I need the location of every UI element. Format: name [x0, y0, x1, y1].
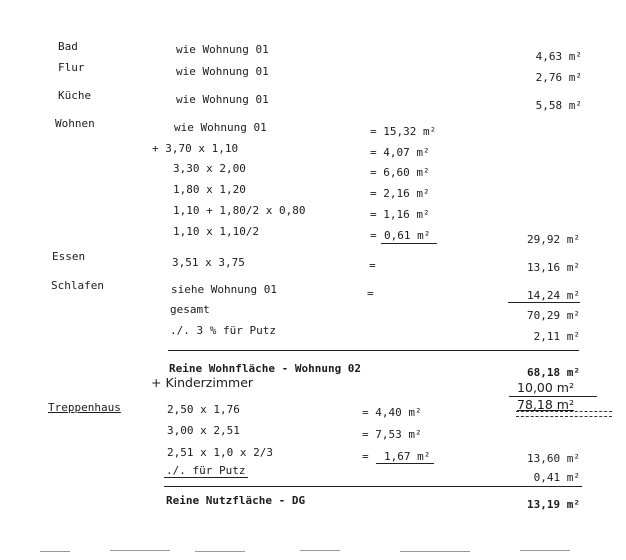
value-putz-tr: 0,41 m² — [533, 471, 580, 484]
wohnen-calc-3: 3,30 x 2,00 — [173, 162, 246, 175]
value-putz-3: 2,11 m² — [533, 330, 580, 343]
treppenhaus-calc-2: 3,00 x 2,51 — [167, 424, 240, 437]
total-flur: 2,76 m² — [535, 71, 582, 84]
label-wohnen: Wohnen — [55, 117, 95, 130]
wohnen-eq-2: = 4,07 m² — [370, 146, 430, 159]
desc-flur: wie Wohnung 01 — [176, 65, 269, 78]
label-putz-tr: ./. für Putz — [166, 464, 246, 477]
putz-tr-underline — [164, 477, 248, 478]
label-essen: Essen — [52, 250, 86, 263]
treppenhaus-eq-1: = 4,40 m² — [362, 406, 422, 419]
schlafen-calc: siehe Wohnung 01 — [171, 283, 277, 296]
total-kueche: 5,58 m² — [535, 99, 582, 112]
scan-artifact — [300, 550, 340, 551]
value-nutzflaeche: 13,19 m² — [527, 498, 580, 511]
essen-eq: = — [369, 259, 376, 272]
label-treppenhaus: Treppenhaus — [48, 401, 121, 414]
label-gesamt: gesamt — [170, 303, 210, 316]
wohnen-eq-6-sign: = — [370, 229, 377, 242]
essen-calc: 3,51 x 3,75 — [172, 256, 245, 269]
treppenhaus-eq-3-sign: = — [362, 450, 369, 463]
total-bad: 4,63 m² — [535, 50, 582, 63]
label-kinderzimmer: + Kinderzimmer — [151, 375, 254, 390]
value-wohnflaeche: 68,18 m² — [527, 366, 580, 379]
desc-kueche: wie Wohnung 01 — [176, 93, 269, 106]
scan-artifact — [400, 551, 470, 552]
double-underline — [516, 411, 612, 417]
wohnen-eq-5: = 1,16 m² — [370, 208, 430, 221]
treppenhaus-eq-2: = 7,53 m² — [362, 428, 422, 441]
treppenhaus-subtotal-rule — [376, 463, 434, 464]
wohnen-eq-3: = 6,60 m² — [370, 166, 430, 179]
wohnflaeche-rule — [168, 350, 579, 351]
label-bad: Bad — [58, 40, 78, 53]
wohnen-calc-1: wie Wohnung 01 — [174, 121, 267, 134]
label-flur: Flur — [58, 61, 85, 74]
schlafen-sum-rule — [508, 302, 580, 303]
wohnen-eq-4: = 2,16 m² — [370, 187, 430, 200]
wohnen-eq-6-value: 0,61 m² — [384, 229, 431, 242]
wohnen-calc-5: 1,10 + 1,80/2 x 0,80 — [173, 204, 306, 217]
schlafen-eq: = — [367, 287, 374, 300]
total-treppenhaus: 13,60 m² — [527, 452, 580, 465]
wohnen-calc-6: 1,10 x 1,10/2 — [173, 225, 260, 238]
value-kinderzimmer: 10,00 m² — [517, 380, 574, 395]
scan-artifact — [520, 550, 570, 551]
wohnen-eq-1: = 15,32 m² — [370, 125, 437, 138]
nutzflaeche-rule — [164, 486, 582, 487]
total-schlafen: 14,24 m² — [527, 289, 580, 302]
label-kueche: Küche — [58, 89, 92, 102]
desc-bad: wie Wohnung 01 — [176, 43, 269, 56]
scan-artifact — [110, 550, 170, 551]
wohnen-calc-2: + 3,70 x 1,10 — [152, 142, 239, 155]
label-wohnflaeche: Reine Wohnfläche - Wohnung 02 — [169, 362, 362, 375]
label-schlafen: Schlafen — [51, 279, 104, 292]
scan-artifact — [195, 551, 245, 552]
scan-artifact — [40, 551, 70, 552]
value-sum-kinderzimmer: 78,18 m² — [517, 397, 574, 412]
treppenhaus-calc-1: 2,50 x 1,76 — [167, 403, 240, 416]
wohnen-calc-4: 1,80 x 1,20 — [173, 183, 246, 196]
wohnen-subtotal-rule — [381, 243, 437, 244]
treppenhaus-eq-3-value: 1,67 m² — [384, 450, 431, 463]
label-putz-3: ./. 3 % für Putz — [170, 324, 276, 337]
total-essen: 13,16 m² — [527, 261, 580, 274]
total-wohnen: 29,92 m² — [527, 233, 580, 246]
treppenhaus-calc-3: 2,51 x 1,0 x 2/3 — [167, 446, 273, 459]
value-gesamt: 70,29 m² — [527, 309, 580, 322]
label-nutzflaeche: Reine Nutzfläche - DG — [166, 494, 306, 507]
